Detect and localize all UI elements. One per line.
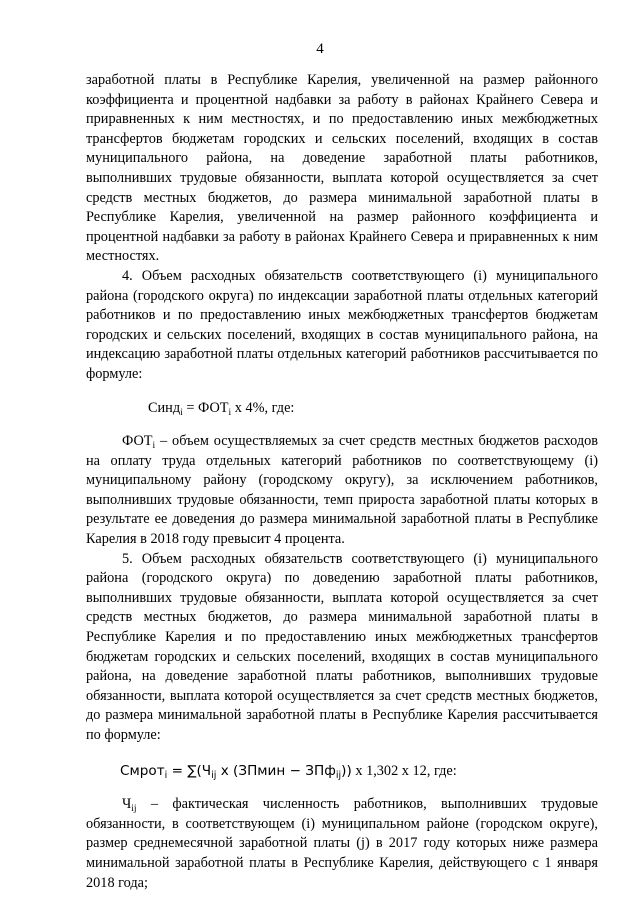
formula-eq: = ФОТ xyxy=(182,399,229,416)
formula-lhs-subscript: i xyxy=(180,407,183,418)
formula-part-b: х (ЗПмин − ЗПф xyxy=(216,762,336,779)
formula-sub-b: ij xyxy=(335,769,342,781)
definition-ch xyxy=(86,795,598,893)
formula-rhs-subscript: i xyxy=(228,407,232,418)
definition-term-subscript: i xyxy=(152,441,156,452)
definition-text: – фактическая численность работников, выполнивших трудовые обязанности, в соответствующем (i) муниципальном районе (городском округе), размер среднемесячной заработной платы (j) в 2017 году которых ниже размера минимальной заработной платы в Республике Карелия, действующего с 1 января 2018 года; xyxy=(86,796,598,891)
definition-fot xyxy=(86,432,598,550)
paragraph-item-5: 5. Объем расходных обязательств соответствующего (i) муниципального района (городского округа) по доведению заработной платы работников, выполнивших трудовые обязанности, выплата которой осуществляется за счет средств местных бюджетов, до размера минимальной заработной платы в Республике Карелия и по предоставлению иных межбюджетных трансфертов бюджетам городских и сельских поселений, входящих в состав муниципального района, на доведение заработной платы работников, выполнивших трудовые обязанности, выплата которой осуществляется за счет средств местных бюджетов, до размера минимальной заработной платы в Республике Карелия рассчитывается по формуле: xyxy=(86,550,598,743)
formula-tail: х 4%, где: xyxy=(231,399,295,416)
definition-term: Ч xyxy=(122,796,132,813)
definition-term-subscript: ij xyxy=(131,804,137,815)
formula-part-c: )) xyxy=(341,762,352,779)
paragraph-continuation: заработной платы в Республике Карелия, увеличенной на размер районного коэффициента и процентной надбавки за работу в районах Крайнего Севера и приравненных к ним местностях, и по предоставлению иных межбюджетных трансфертов бюджетам городских и сельских поселений, входящих в состав муниципального района, на доведение заработной платы работников, выполнивших трудовые обязанности, выплата которой осуществляется за счет средств местных бюджетов, до размера минимальной заработной платы в Республике Карелия, увеличенной на размер районного коэффициента и процентной надбавки за работу в районах Крайнего Севера и приравненных к ним местностях. xyxy=(86,72,598,265)
paragraph-item-4: 4. Объем расходных обязательств соответствующего (i) муниципального района (городского округа) по индексации заработной платы отдельных категорий работников и по предоставлению иных межбюджетных трансфертов бюджетам городских и сельских поселений, входящих в состав муниципального района, на индексацию заработной платы отдельных категорий работников рассчитывается по формуле: xyxy=(86,267,598,382)
formula-lhs: Синд xyxy=(148,399,181,416)
formula-part-a: = ∑(Ч xyxy=(167,762,212,779)
definition-text: – объем осуществляемых за счет средств местных бюджетов расходов на оплату труда отдельных категорий работников по соответствующему (i) муниципальному району (городскому округу), за исключением работников, выполнивших трудовые обязанности, темп прироста заработной платы которых в результате ее доведения до размера минимальной заработной платы в Республике Карелия в 2018 году превысит 4 процента. xyxy=(86,433,598,548)
definition-term: ФОТ xyxy=(122,433,153,450)
formula-sub-a: ij xyxy=(211,769,217,781)
page-number: 4 xyxy=(316,41,324,57)
formula-lhs: Смрот xyxy=(120,762,165,779)
formula-lhs-subscript: i xyxy=(164,769,168,781)
document-body xyxy=(86,71,598,893)
formula-smrot xyxy=(86,762,598,782)
formula-sind xyxy=(86,399,598,419)
formula-tail: х 1,302 х 12, где: xyxy=(351,762,457,779)
